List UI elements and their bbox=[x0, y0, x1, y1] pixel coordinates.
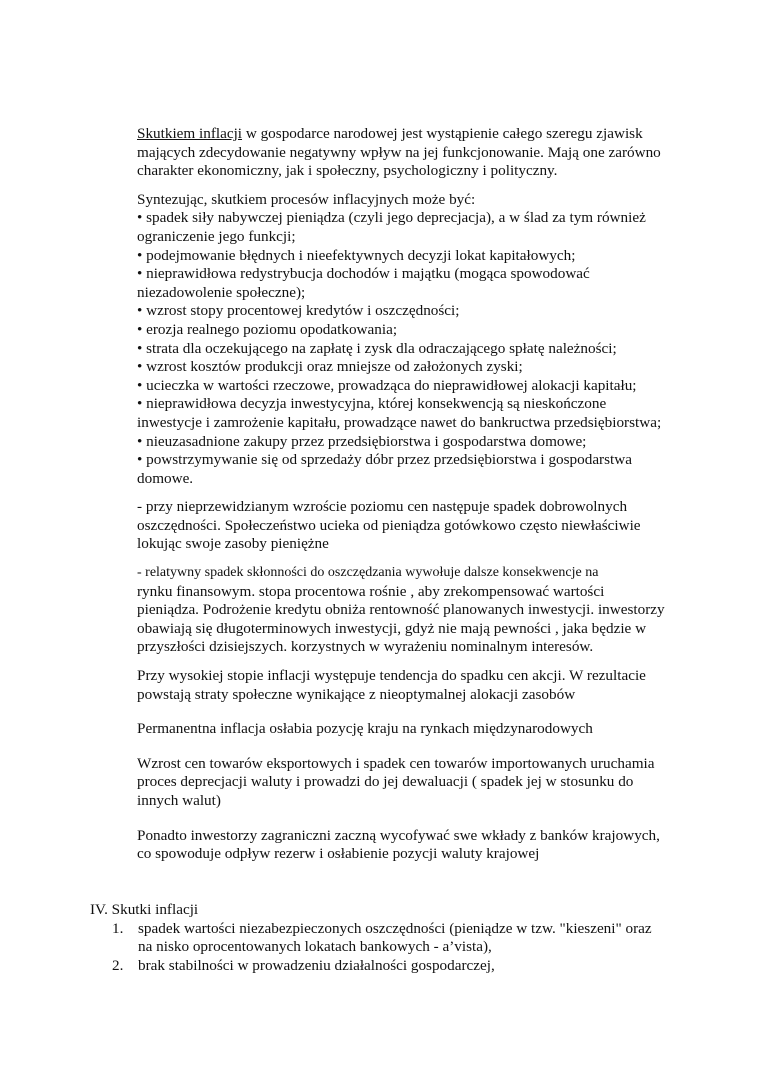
text-line: Ponadto inwestorzy zagraniczni zaczną wycofywać swe wkłady z banków krajowych, bbox=[137, 826, 660, 844]
text-line: ograniczenie jego funkcji; bbox=[137, 227, 296, 245]
text-line: przyszłości dzisiejszych. korzystnych w wyrażeniu nominalnym interesów. bbox=[137, 638, 594, 656]
paragraph-foreign-investors bbox=[137, 827, 677, 864]
bullet-line: • wzrost kosztów produkcji oraz mniejsze od założonych zyski; bbox=[137, 358, 523, 376]
bullet-line: • erozja realnego poziomu opodatkowania; bbox=[137, 320, 398, 338]
text-line: - relatywny spadek skłonności do oszczędzania wywołuje dalsze konsekwencje na bbox=[137, 565, 599, 581]
text-fragment: w gospodarce narodowej jest wystąpienie całego szeregu zjawisk bbox=[245, 125, 643, 142]
section-effects-of-inflation bbox=[90, 901, 690, 975]
paragraph-effects-list bbox=[137, 191, 677, 489]
document-body bbox=[137, 125, 677, 874]
text-line: lokując swoje zasoby pieniężne bbox=[137, 535, 329, 553]
list-item bbox=[90, 920, 690, 957]
section-heading: IV. Skutki inflacji bbox=[90, 901, 199, 918]
text-line: Przy wysokiej stopie inflacji występuje tendencja do spadku cen akcji. W rezultacie bbox=[137, 667, 646, 685]
paragraph-financial-market bbox=[137, 564, 677, 657]
text-line bbox=[137, 125, 677, 144]
bullet-line: • nieprawidłowa redystrybucja dochodów i majątku (mogąca spowodować bbox=[137, 265, 590, 283]
list-item bbox=[90, 957, 690, 976]
text-line: pieniądza. Podrożenie kredytu obniża rentowność planowanych inwestycji. inwestorzy bbox=[137, 601, 665, 619]
bullet-line: • podejmowanie błędnych i nieefektywnych decyzji lokat kapitałowych; bbox=[137, 246, 576, 264]
text-line: innych walut) bbox=[137, 792, 221, 809]
list-number: 1. bbox=[112, 919, 124, 937]
bullet-line: • nieprawidłowa decyzja inwestycyjna, której konsekwencją są nieskończone bbox=[137, 395, 607, 413]
numbered-list bbox=[90, 920, 690, 976]
text-line: powstają straty społeczne wynikające z nieoptymalnej alokacji zasobów bbox=[137, 685, 576, 703]
underlined-term: Skutkiem inflacji bbox=[137, 125, 243, 142]
text-line: Syntezując, skutkiem procesów inflacyjnych może być: bbox=[137, 190, 476, 208]
list-number: 2. bbox=[112, 956, 124, 974]
text-line: domowe. bbox=[137, 469, 194, 487]
text-line: Permanentna inflacja osłabia pozycję kraju na rynkach międzynarodowych bbox=[137, 720, 593, 738]
text-line: niezadowolenie społeczne); bbox=[137, 283, 306, 301]
bullet-line: • spadek siły nabywczej pieniądza (czyli jego deprecjacja), a w ślad za tym również bbox=[137, 209, 646, 227]
text-line: rynku finansowym. stopa procentowa rośnie , aby zrekompensować wartości bbox=[137, 582, 605, 600]
bullet-line: • ucieczka w wartości rzeczowe, prowadząca do nieprawidłowej alokacji kapitału; bbox=[137, 376, 637, 394]
text-line: Wzrost cen towarów eksportowych i spadek cen towarów importowanych uruchamia bbox=[137, 754, 655, 772]
text-line: proces deprecjacji waluty i prowadzi do jej dewaluacji ( spadek jej w stosunku do bbox=[137, 773, 634, 791]
text-line: na nisko oprocentowanych lokatach bankowych - a’vista), bbox=[138, 938, 492, 956]
text-line: brak stabilności w prowadzeniu działalności gospodarczej, bbox=[138, 956, 495, 974]
bullet-line: • powstrzymywanie się od sprzedaży dóbr przez przedsiębiorstwa i gospodarstwa bbox=[137, 451, 632, 469]
text-line: charakter ekonomiczny, jak i społeczny, psychologiczny i polityczny. bbox=[137, 162, 558, 180]
bullet-line: • wzrost stopy procentowej kredytów i oszczędności; bbox=[137, 302, 460, 320]
text-line: - przy nieprzewidzianym wzroście poziomu cen następuje spadek dobrowolnych bbox=[137, 498, 628, 516]
text-line: spadek wartości niezabezpieczonych oszczędności (pieniądze w tzw. "kieszeni" oraz bbox=[138, 919, 652, 937]
text-line: mających zdecydowanie negatywny wpływ na jej funkcjonowanie. Mają one zarówno bbox=[137, 143, 661, 161]
bullet-line: • nieuzasadnione zakupy przez przedsiębiorstwa i gospodarstwa domowe; bbox=[137, 432, 587, 450]
text-line: inwestycje i zamrożenie kapitału, prowadzące nawet do bankructwa przedsiębiorstwa; bbox=[137, 413, 662, 431]
bullet-line: • strata dla oczekującego na zapłatę i zysk dla odraczającego spłatę należności; bbox=[137, 339, 617, 357]
paragraph-savings bbox=[137, 498, 677, 554]
text-line: oszczędności. Społeczeństwo ucieka od pieniądza gotówkowo często niewłaściwie bbox=[137, 516, 641, 534]
text-line: co spowoduje odpływ rezerw i osłabienie pozycji waluty krajowej bbox=[137, 845, 540, 863]
paragraph-stock-prices bbox=[137, 667, 677, 704]
paragraph-currency-devaluation bbox=[137, 755, 677, 811]
paragraph-international-position bbox=[137, 720, 677, 739]
text-line: obawiają się długoterminowych inwestycji, gdyż nie mają pewności , jaka będzie w bbox=[137, 619, 647, 637]
paragraph-intro bbox=[137, 125, 677, 181]
